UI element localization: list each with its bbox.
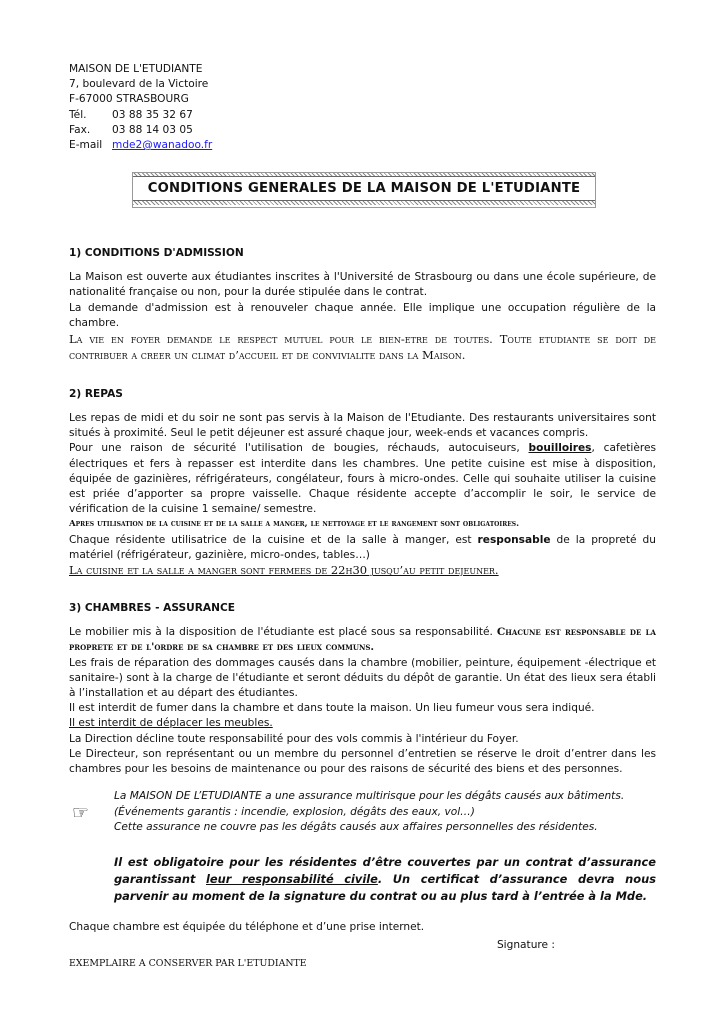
fax-value: 03 88 14 03 05 [112, 123, 193, 136]
insurance-obligation [114, 854, 656, 905]
signature-label: Signature : [496, 939, 555, 952]
paragraph: La Maison est ouverte aux étudiantes inscrites à l'Université de Strasbourg ou dans une école supérieure, de nationalité française ou non, pour la durée stipulée dans le contrat. [69, 271, 656, 299]
tel-value: 03 88 35 32 67 [112, 108, 193, 121]
text: Chaque résidente utilisatrice de la cuisine et de la salle à manger, est [69, 533, 478, 546]
fax-line [69, 123, 656, 138]
text-emphasis: responsable [477, 533, 551, 546]
city: F-67000 STRASBOURG [69, 93, 189, 106]
document-title: CONDITIONS GENERALES DE LA MAISON DE L'ETUDIANTE [133, 176, 595, 201]
tel-label: Tél. [69, 108, 87, 121]
pointing-hand-icon: ☞ [72, 802, 90, 825]
insurance-line: La MAISON DE L’ETUDIANTE a une assurance multirisque pour les dégâts causés aux bâtiments. [114, 790, 625, 803]
section-heading: 2) REPAS [69, 388, 123, 401]
email-line [69, 138, 656, 153]
paragraph: Les repas de midi et du soir ne sont pas servis à la Maison de l'Etudiante. Des restaurants universitaires sont situés à proximité. Seul le petit déjeuner est assuré chaque jour, week-ends et vacances compris. [69, 412, 656, 440]
email-link[interactable]: mde2@wanadoo.fr [112, 139, 213, 152]
title-box [132, 172, 596, 208]
org-name: MAISON DE L'ETUDIANTE [69, 63, 203, 75]
section-meals [69, 387, 656, 578]
text-emphasis: leur responsabilité civile [206, 871, 378, 886]
insurance-note [72, 789, 656, 835]
paragraph [69, 533, 656, 563]
section-heading: 1) CONDITIONS D'ADMISSION [69, 247, 244, 260]
paragraph [69, 441, 656, 517]
text: . Un certificat d’assurance devra nous parvenir au moment de la signature du contrat ou au plus tard à l’entrée à la Mde. [114, 871, 657, 903]
paragraph: La demande d'admission est à renouveler chaque année. Elle implique une occupation régulière de la chambre. [69, 301, 656, 329]
title-hatch [133, 201, 595, 205]
paragraph: Il est interdit de fumer dans la chambre et dans toute la maison. Un lieu fumeur vous sera indiqué. [69, 702, 595, 715]
text-emphasis: bouilloires [528, 442, 592, 455]
section-heading: 3) CHAMBRES - ASSURANCE [69, 602, 235, 615]
text: , cafetières électriques et fers à repasser est interdite dans les chambres. Une petite cuisine est mise à disposition, équipée de gazinières, réfrigérateurs, congélateur, fours à micro-ondes. Celle qui souhaite utiliser la cuisine est priée d’apporter sa propre vaisselle. Chaque résidente accepte d’accomplir le soir, le service de vérification de la cuisine 1 semaine/ semestre. [69, 442, 656, 516]
paragraph: La Direction décline toute responsabilité pour des vols commis à l'intérieur du Foyer. [69, 732, 519, 745]
fax-label: Fax. [69, 123, 91, 136]
paragraph-emphasis: La vie en foyer demande le respect mutuel pour le bien-etre de toutes. Toute etudiante se doit de contribuer a creer un climat d’accueil et de convivialite dans la Maison. [69, 332, 656, 363]
paragraph [69, 625, 656, 655]
insurance-line: Cette assurance ne couvre pas les dégâts causés aux affaires personnelles des résidentes. [114, 820, 598, 833]
text: Il est obligatoire pour les résidentes d’être couvertes par un contrat d’assurance garantissant [114, 854, 656, 886]
paragraph: Les frais de réparation des dommages causés dans la chambre (mobilier, peinture, équipement -électrique et sanitaire-) sont à la charge de l'étudiante et seront déduits du dépôt de garantie. Un état des lieux sera établi à l’installation et au départ des étudiantes. [69, 656, 656, 700]
email-label: E-mail [69, 139, 103, 152]
text-emphasis: Chacune est responsable de la proprete et de l'ordre de sa chambre et des lieux communs. [69, 626, 656, 654]
document-page [69, 62, 656, 953]
paragraph: Le Directeur, son représentant ou un membre du personnel d’entretien se réserve le droit d’entrer dans les chambres pour les besoins de maintenance ou pour des raisons de sécurité des biens et des personnes. [69, 747, 656, 776]
text: de la propreté du matériel (réfrigérateur, gazinière, micro-ondes, tables…) [69, 533, 656, 561]
paragraph-hours: La cuisine et la salle a manger sont fermees de 22h30 jusqu’au petit dejeuner. [69, 563, 499, 578]
paragraph: Il est interdit de déplacer les meubles. [69, 717, 273, 730]
address-block [69, 62, 656, 153]
section-rooms [69, 601, 656, 953]
text: Pour une raison de sécurité l'utilisation de bougies, réchauds, autocuiseurs, [69, 442, 529, 455]
street: 7, boulevard de la Victoire [69, 78, 209, 91]
section-admission [69, 246, 656, 363]
footer-note: EXEMPLAIRE A CONSERVER PAR L'ETUDIANTE [69, 958, 307, 969]
tel-line [69, 108, 656, 123]
insurance-line: (Événements garantis : incendie, explosion, dégâts des eaux, vol…) [114, 805, 475, 818]
text: Le mobilier mis à la disposition de l'étudiante est placé sous sa responsabilité. [69, 626, 497, 639]
paragraph: Chaque chambre est équipée du téléphone et d’une prise internet. [69, 920, 425, 933]
paragraph-notice: Apres utilisation de la cuisine et de la salle a manger, le nettoyage et le rangement sont obligatoires. [69, 519, 520, 530]
